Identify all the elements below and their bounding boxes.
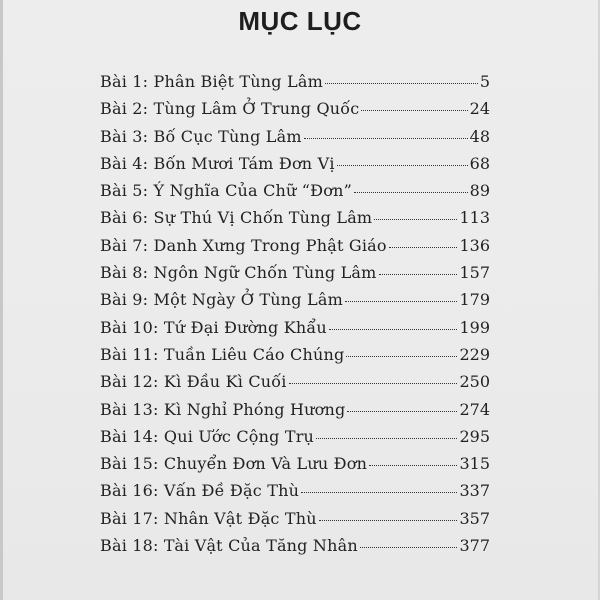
toc-entry xyxy=(100,290,490,317)
toc-entry-page-number: 315 xyxy=(459,454,490,474)
toc-entry xyxy=(100,154,490,181)
toc-entry-label: Bài 14: Qui Ước Cộng Trụ xyxy=(100,426,315,446)
toc-entry xyxy=(100,127,490,154)
toc-entry-page-number: 337 xyxy=(459,481,490,501)
toc-entry xyxy=(100,208,490,235)
toc-dot-leader xyxy=(345,301,458,302)
toc-entry-page-number: 5 xyxy=(479,72,490,91)
toc-entry-label: Bài 13: Kì Nghỉ Phóng Hương xyxy=(100,399,346,419)
toc-entry-label: Bài 11: Tuần Liêu Cáo Chúng xyxy=(100,344,345,364)
toc-entry-label: Bài 8: Ngôn Ngữ Chốn Tùng Lâm xyxy=(100,263,377,283)
toc-entry-label: Bài 5: Ý Nghĩa Của Chữ “Đơn” xyxy=(100,181,353,201)
toc-entry-page-number: 136 xyxy=(459,235,490,255)
toc-entry-label: Bài 17: Nhân Vật Đặc Thù xyxy=(100,508,317,528)
toc-entry xyxy=(100,427,490,454)
toc-dot-leader xyxy=(337,165,468,166)
toc-entry-page-number: 229 xyxy=(459,344,490,364)
toc-entry-page-number: 113 xyxy=(459,208,490,228)
toc-dot-leader xyxy=(361,110,467,111)
toc-entry-label: Bài 6: Sự Thú Vị Chốn Tùng Lâm xyxy=(100,208,373,228)
toc-dot-leader xyxy=(316,438,457,439)
toc-entry-label: Bài 10: Tứ Đại Đường Khẩu xyxy=(100,317,327,337)
toc-entry xyxy=(100,181,490,208)
toc-entry xyxy=(100,99,490,126)
toc-dot-leader xyxy=(329,329,458,330)
toc-dot-leader xyxy=(319,520,458,521)
toc-entry xyxy=(100,263,490,290)
toc-entry xyxy=(100,536,490,563)
toc-entry-label: Bài 9: Một Ngày Ở Tùng Lâm xyxy=(100,290,343,310)
toc-entry xyxy=(100,454,490,481)
page-edge-left xyxy=(0,0,3,600)
toc-entry-label: Bài 4: Bốn Mươi Tám Đơn Vị xyxy=(100,153,335,173)
toc-entry-page-number: 179 xyxy=(459,290,490,310)
table-of-contents xyxy=(100,72,490,563)
toc-dot-leader xyxy=(301,492,457,493)
toc-entry xyxy=(100,236,490,263)
toc-entry-page-number: 250 xyxy=(459,372,490,392)
toc-entry-page-number: 157 xyxy=(459,263,490,283)
toc-dot-leader xyxy=(325,83,478,84)
toc-entry-page-number: 274 xyxy=(459,399,490,419)
toc-entry-page-number: 48 xyxy=(469,126,490,146)
toc-entry-page-number: 295 xyxy=(459,426,490,446)
toc-entry-label: Bài 3: Bố Cục Tùng Lâm xyxy=(100,126,302,146)
toc-entry-page-number: 199 xyxy=(459,317,490,337)
toc-dot-leader xyxy=(369,465,457,466)
toc-entry-page-number: 68 xyxy=(469,153,490,173)
toc-entry xyxy=(100,509,490,536)
toc-entry-page-number: 24 xyxy=(469,99,490,119)
toc-dot-leader xyxy=(379,274,458,275)
toc-dot-leader xyxy=(347,411,457,412)
toc-entry xyxy=(100,345,490,372)
toc-dot-leader xyxy=(304,138,468,139)
toc-entry-page-number: 357 xyxy=(459,508,490,528)
toc-entry xyxy=(100,400,490,427)
toc-entry-label: Bài 1: Phân Biệt Tùng Lâm xyxy=(100,72,323,91)
toc-dot-leader xyxy=(354,192,468,193)
toc-entry xyxy=(100,318,490,345)
page-title: MỤC LỤC xyxy=(238,6,362,36)
toc-entry-label: Bài 2: Tùng Lâm Ở Trung Quốc xyxy=(100,99,360,119)
toc-entry xyxy=(100,72,490,99)
toc-entry-page-number: 89 xyxy=(469,181,490,201)
toc-dot-leader xyxy=(360,547,458,548)
toc-dot-leader xyxy=(389,247,458,248)
toc-entry-label: Bài 7: Danh Xưng Trong Phật Giáo xyxy=(100,235,387,255)
toc-entry-label: Bài 15: Chuyển Đơn Và Lưu Đơn xyxy=(100,454,368,474)
toc-entry-label: Bài 16: Vấn Đề Đặc Thù xyxy=(100,481,300,501)
toc-entry-label: Bài 18: Tài Vật Của Tăng Nhân xyxy=(100,536,358,556)
toc-dot-leader xyxy=(289,383,458,384)
toc-dot-leader xyxy=(374,219,457,220)
toc-entry-label: Bài 12: Kì Đầu Kì Cuối xyxy=(100,372,287,392)
toc-dot-leader xyxy=(346,356,457,357)
toc-entry xyxy=(100,372,490,399)
toc-entry xyxy=(100,481,490,508)
toc-entry-page-number: 377 xyxy=(459,536,490,556)
